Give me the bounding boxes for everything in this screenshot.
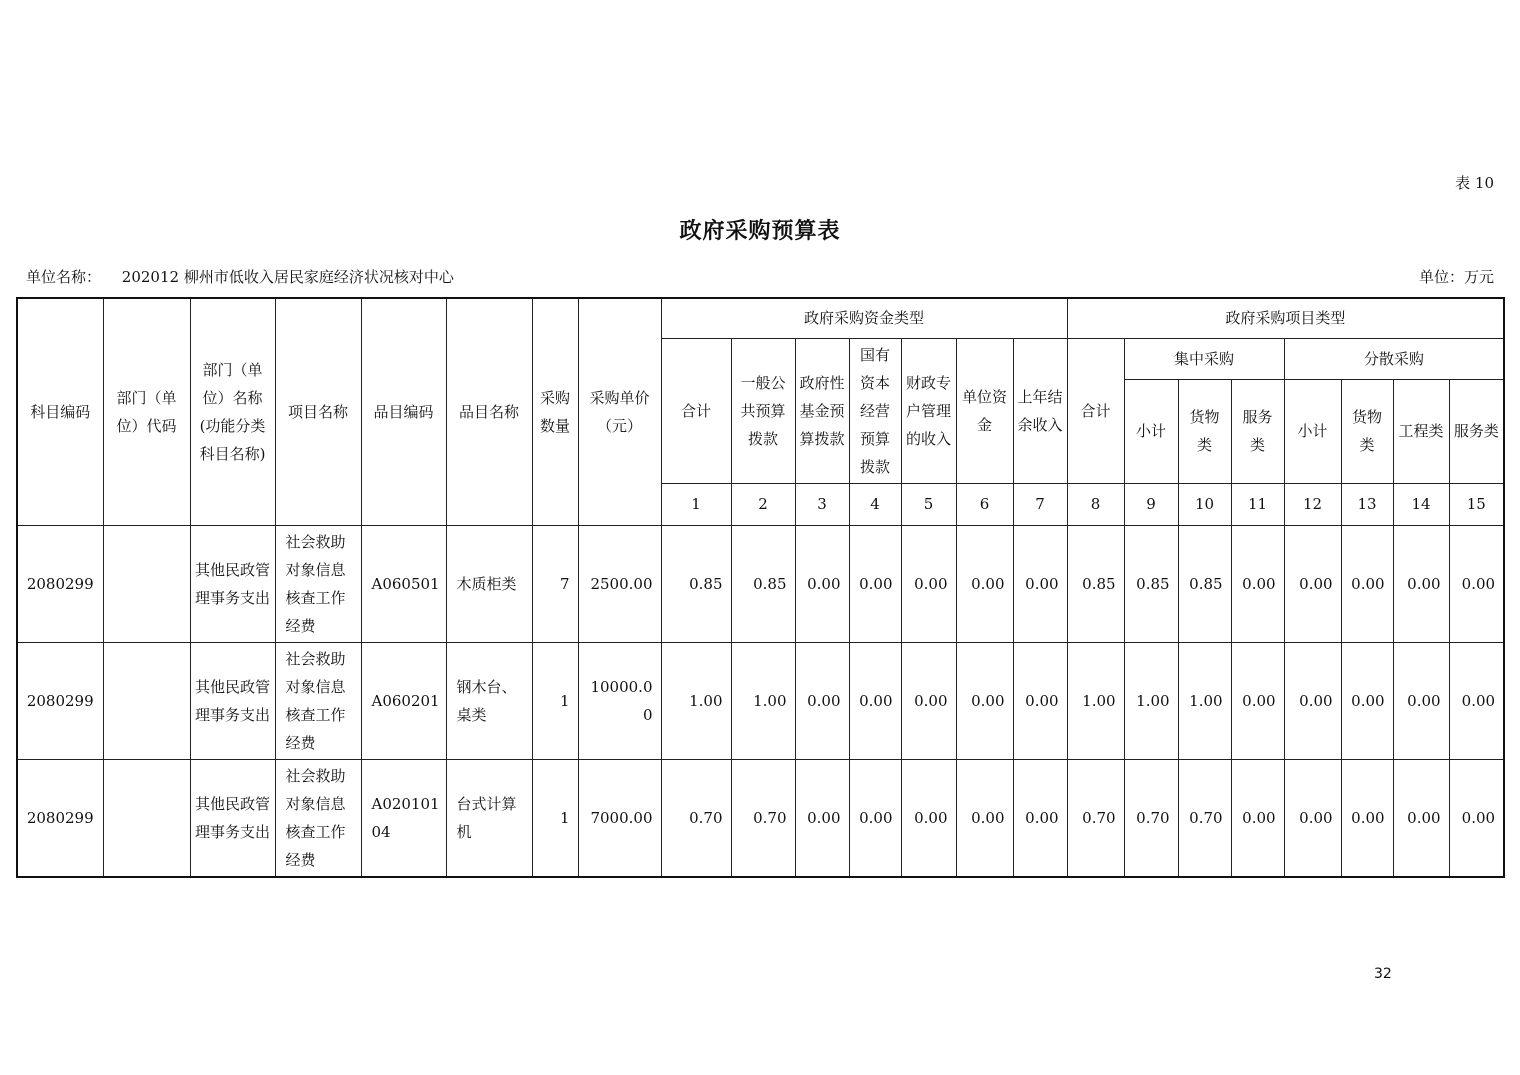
column-number: 8	[1067, 483, 1124, 525]
header-dept-name: 部门（单位）名称(功能分类科目名称)	[190, 298, 275, 525]
cell-value: 0.00	[1231, 525, 1284, 642]
cell-value: 0.00	[1449, 759, 1504, 877]
header-c-goods: 货物类	[1178, 379, 1231, 483]
page-title: 政府采购预算表	[679, 218, 841, 244]
cell-item-name: 台式计算机	[446, 759, 532, 877]
header-unit-fund: 单位资金	[956, 338, 1013, 483]
header-project-type: 政府采购项目类型	[1067, 298, 1504, 338]
header-subject-code: 科目编码	[17, 298, 103, 525]
cell-value: 0.00	[849, 525, 901, 642]
header-centralized: 集中采购	[1124, 338, 1284, 379]
cell-value: 0.70	[1124, 759, 1178, 877]
column-number: 1	[661, 483, 731, 525]
page-number: 32	[1374, 966, 1392, 982]
column-number: 11	[1231, 483, 1284, 525]
cell-quantity: 1	[532, 759, 578, 877]
cell-dept-name: 其他民政管理事务支出	[190, 642, 275, 759]
cell-quantity: 7	[532, 525, 578, 642]
cell-value: 0.00	[1013, 759, 1067, 877]
cell-value: 0.70	[1178, 759, 1231, 877]
table-number: 表 10	[1455, 174, 1494, 192]
cell-item-name: 木质柜类	[446, 525, 532, 642]
header-decentralized: 分散采购	[1284, 338, 1504, 379]
cell-subject-code: 2080299	[17, 759, 103, 877]
cell-project-name: 社会救助对象信息核查工作经费	[275, 642, 361, 759]
cell-value: 0.85	[1067, 525, 1124, 642]
header-c-subtotal: 小计	[1124, 379, 1178, 483]
cell-value: 1.00	[661, 642, 731, 759]
cell-value: 0.00	[1393, 642, 1449, 759]
cell-value: 1.00	[1178, 642, 1231, 759]
header-special-account: 财政专户管理的收入	[901, 338, 956, 483]
header-row-1	[17, 298, 1504, 338]
cell-value: 0.00	[849, 759, 901, 877]
header-proj-total: 合计	[1067, 338, 1124, 483]
cell-value: 0.70	[1067, 759, 1124, 877]
header-state-capital: 国有资本经营预算拨款	[849, 338, 901, 483]
column-number: 7	[1013, 483, 1067, 525]
header-project-name: 项目名称	[275, 298, 361, 525]
cell-value: 0.85	[661, 525, 731, 642]
cell-value: 1.00	[1124, 642, 1178, 759]
cell-project-name: 社会救助对象信息核查工作经费	[275, 759, 361, 877]
column-number: 4	[849, 483, 901, 525]
header-d-subtotal: 小计	[1284, 379, 1341, 483]
currency-unit: 单位：万元	[1418, 268, 1494, 286]
cell-subject-code: 2080299	[17, 525, 103, 642]
column-number: 10	[1178, 483, 1231, 525]
cell-value: 0.00	[1231, 759, 1284, 877]
column-number: 3	[795, 483, 849, 525]
unit-label: 单位名称：	[26, 268, 102, 286]
cell-dept-code	[103, 642, 190, 759]
cell-value: 0.00	[1393, 525, 1449, 642]
column-number: 9	[1124, 483, 1178, 525]
table-row	[17, 525, 1504, 642]
unit-code-name: 202012 柳州市低收入居民家庭经济状况核对中心	[121, 268, 454, 286]
table-row	[17, 642, 1504, 759]
cell-unit-price: 7000.00	[578, 759, 661, 877]
cell-project-name: 社会救助对象信息核查工作经费	[275, 525, 361, 642]
header-d-goods: 货物类	[1341, 379, 1393, 483]
column-number: 5	[901, 483, 956, 525]
cell-value: 0.00	[1231, 642, 1284, 759]
cell-value: 0.00	[1393, 759, 1449, 877]
cell-value: 0.00	[1341, 642, 1393, 759]
cell-value: 1.00	[1067, 642, 1124, 759]
header-general-budget: 一般公共预算拨款	[731, 338, 795, 483]
cell-value: 0.00	[1341, 525, 1393, 642]
cell-value: 0.00	[1013, 642, 1067, 759]
cell-unit-price: 2500.00	[578, 525, 661, 642]
cell-value: 0.00	[1449, 642, 1504, 759]
cell-value: 0.00	[795, 759, 849, 877]
cell-dept-name: 其他民政管理事务支出	[190, 759, 275, 877]
column-number: 15	[1449, 483, 1504, 525]
cell-item-code: A060501	[361, 525, 446, 642]
cell-quantity: 1	[532, 642, 578, 759]
cell-value: 0.70	[731, 759, 795, 877]
header-item-name: 品目名称	[446, 298, 532, 525]
cell-value: 0.85	[731, 525, 795, 642]
cell-value: 0.00	[956, 525, 1013, 642]
cell-value: 0.85	[1124, 525, 1178, 642]
cell-value: 0.00	[795, 525, 849, 642]
header-d-works: 工程类	[1393, 379, 1449, 483]
procurement-budget-table	[16, 297, 1505, 878]
cell-value: 0.00	[956, 642, 1013, 759]
cell-item-code: A02010104	[361, 759, 446, 877]
column-number: 13	[1341, 483, 1393, 525]
header-quantity: 采购数量	[532, 298, 578, 525]
header-gov-fund: 政府性基金预算拨款	[795, 338, 849, 483]
cell-value: 0.00	[901, 642, 956, 759]
cell-item-name: 钢木台、桌类	[446, 642, 532, 759]
cell-value: 0.00	[849, 642, 901, 759]
header-c-services: 服务类	[1231, 379, 1284, 483]
cell-value: 0.00	[1013, 525, 1067, 642]
table-row	[17, 759, 1504, 877]
column-number: 2	[731, 483, 795, 525]
cell-unit-price: 10000.00	[578, 642, 661, 759]
column-number: 12	[1284, 483, 1341, 525]
unit-name-row	[26, 266, 454, 287]
cell-dept-name: 其他民政管理事务支出	[190, 525, 275, 642]
cell-value: 0.00	[1341, 759, 1393, 877]
cell-value: 0.00	[1284, 642, 1341, 759]
header-dept-code: 部门（单位）代码	[103, 298, 190, 525]
cell-value: 0.00	[901, 525, 956, 642]
header-d-services: 服务类	[1449, 379, 1504, 483]
cell-value: 0.85	[1178, 525, 1231, 642]
cell-item-code: A060201	[361, 642, 446, 759]
header-item-code: 品目编码	[361, 298, 446, 525]
cell-value: 0.00	[1284, 759, 1341, 877]
cell-value: 0.00	[795, 642, 849, 759]
header-unit-price: 采购单价（元）	[578, 298, 661, 525]
header-fund-type: 政府采购资金类型	[661, 298, 1067, 338]
cell-subject-code: 2080299	[17, 642, 103, 759]
cell-value: 0.00	[1449, 525, 1504, 642]
cell-value: 0.00	[1284, 525, 1341, 642]
column-number: 6	[956, 483, 1013, 525]
column-number: 14	[1393, 483, 1449, 525]
cell-value: 1.00	[731, 642, 795, 759]
cell-dept-code	[103, 759, 190, 877]
cell-value: 0.00	[956, 759, 1013, 877]
header-fund-total: 合计	[661, 338, 731, 483]
cell-dept-code	[103, 525, 190, 642]
cell-value: 0.00	[901, 759, 956, 877]
cell-value: 0.70	[661, 759, 731, 877]
header-carryover: 上年结余收入	[1013, 338, 1067, 483]
